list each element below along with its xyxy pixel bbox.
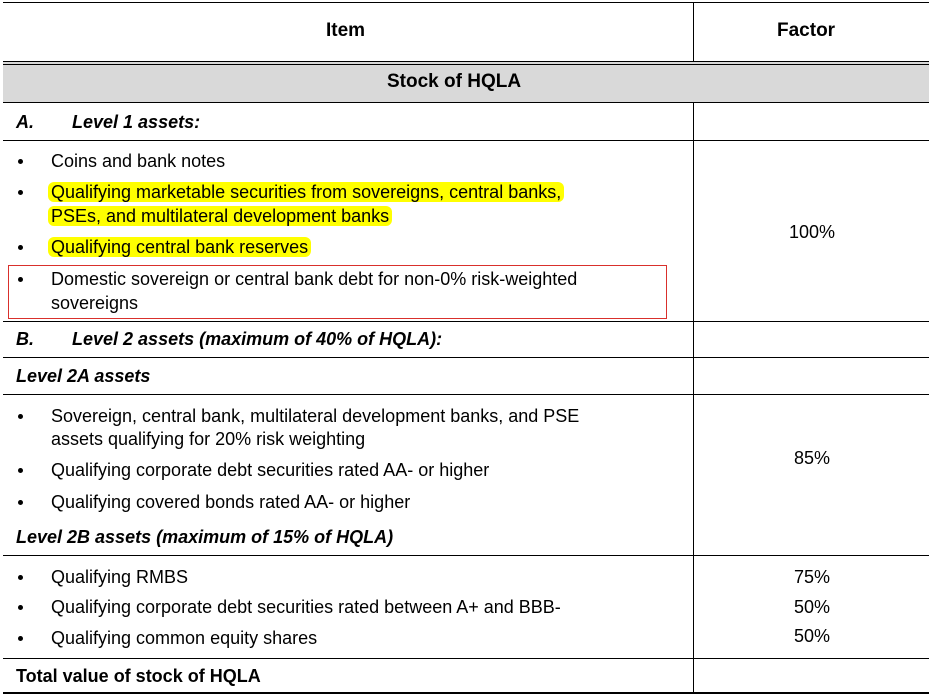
rule bbox=[3, 357, 929, 358]
level1-label: Level 1 assets: bbox=[72, 112, 201, 132]
bullet bbox=[18, 575, 23, 580]
bullet bbox=[18, 468, 23, 473]
level2a-item: Qualifying corporate debt securities rated AA- or higher bbox=[51, 460, 490, 480]
level2-letter: B. bbox=[16, 329, 34, 349]
level1-item bbox=[51, 236, 311, 258]
level1-item: Coins and bank notes bbox=[51, 151, 226, 171]
rule bbox=[3, 692, 929, 694]
level2b-item: Qualifying corporate debt securities rated between A+ and BBB- bbox=[51, 597, 561, 617]
section-title: Stock of HQLA bbox=[387, 71, 522, 92]
level2a-factor: 85% bbox=[793, 448, 831, 468]
level2a-item: Qualifying covered bonds rated AA- or higher bbox=[51, 492, 411, 512]
level1-item: Domestic sovereign or central bank debt for non-0% risk-weighted bbox=[51, 269, 578, 289]
header-factor: Factor bbox=[777, 20, 836, 41]
level2b-item: Qualifying RMBS bbox=[51, 567, 189, 587]
bullet bbox=[18, 500, 23, 505]
bullet bbox=[18, 277, 23, 282]
bullet bbox=[18, 414, 23, 419]
level2-label: Level 2 assets (maximum of 40% of HQLA): bbox=[72, 329, 443, 349]
level1-item-cont: sovereigns bbox=[51, 293, 139, 313]
rule bbox=[3, 102, 929, 103]
bullet bbox=[18, 636, 23, 641]
rule bbox=[3, 394, 929, 395]
rule bbox=[3, 140, 929, 141]
bullet bbox=[18, 159, 23, 164]
level2a-label: Level 2A assets bbox=[16, 366, 151, 386]
level2b-factor: 75% bbox=[793, 567, 831, 587]
column-divider bbox=[693, 2, 694, 62]
level2a-item: Sovereign, central bank, multilateral development banks, and PSE bbox=[51, 406, 580, 426]
bullet bbox=[18, 605, 23, 610]
level2b-label: Level 2B assets (maximum of 15% of HQLA) bbox=[16, 527, 394, 547]
rule bbox=[3, 2, 929, 3]
column-divider bbox=[693, 102, 694, 555]
rule bbox=[3, 61, 929, 62]
level1-factor: 100% bbox=[788, 222, 836, 242]
level2b-item: Qualifying common equity shares bbox=[51, 628, 318, 648]
highlight: Qualifying marketable securities from sovereigns, central banks, bbox=[48, 182, 564, 202]
rule bbox=[3, 555, 929, 556]
level2b-factor: 50% bbox=[793, 597, 831, 617]
total-label: Total value of stock of HQLA bbox=[16, 666, 261, 686]
rule bbox=[3, 658, 929, 659]
highlight: PSEs, and multilateral development banks bbox=[48, 206, 392, 226]
highlight: Qualifying central bank reserves bbox=[48, 237, 311, 257]
bullet bbox=[18, 190, 23, 195]
level1-item-cont bbox=[51, 205, 392, 227]
level1-letter: A. bbox=[16, 112, 34, 132]
level1-item bbox=[51, 181, 564, 203]
header-item: Item bbox=[326, 20, 366, 41]
rule bbox=[3, 64, 929, 65]
level2a-item-cont: assets qualifying for 20% risk weighting bbox=[51, 429, 366, 449]
bullet bbox=[18, 245, 23, 250]
rule bbox=[3, 321, 929, 322]
level2b-factor: 50% bbox=[793, 626, 831, 646]
